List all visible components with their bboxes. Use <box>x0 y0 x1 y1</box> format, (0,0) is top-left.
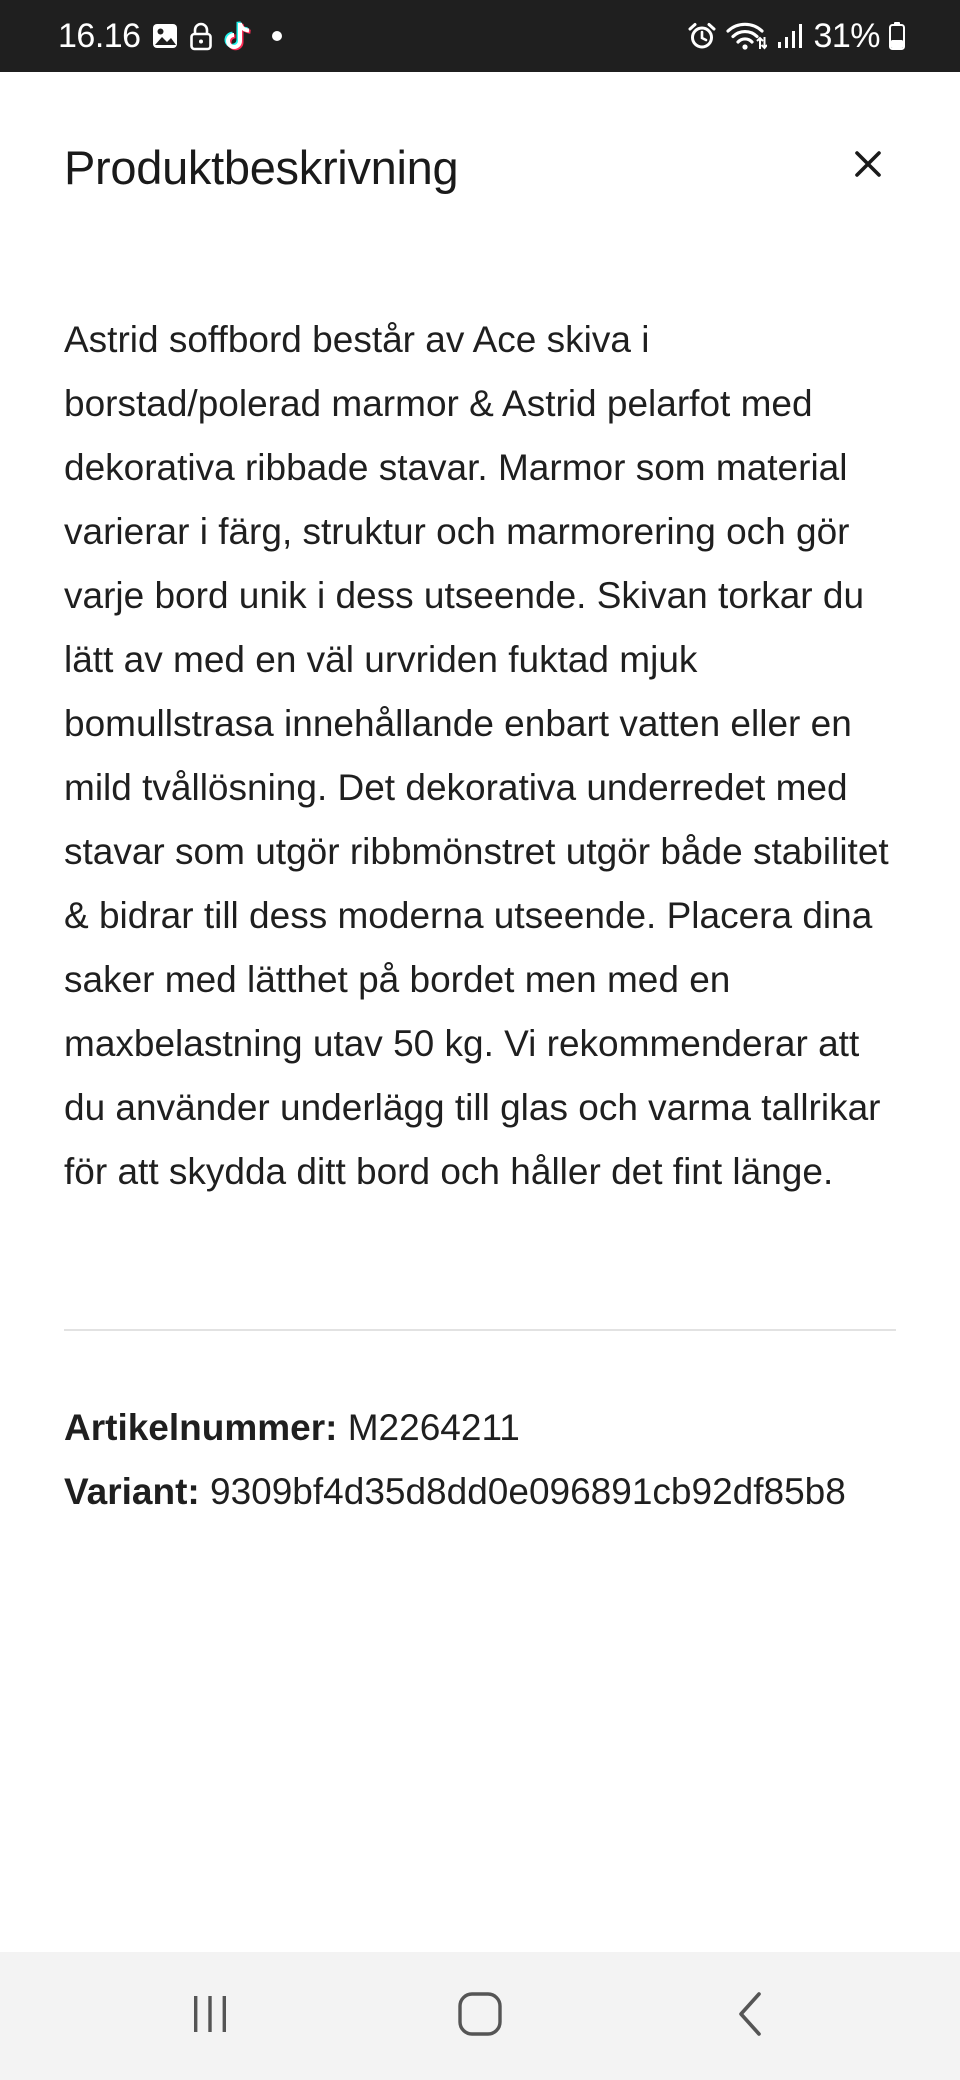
divider <box>64 1329 896 1331</box>
variant-row <box>64 1460 924 1524</box>
battery-icon <box>888 21 906 51</box>
home-button[interactable] <box>420 1952 540 2080</box>
tiktok-icon <box>223 20 253 52</box>
wifi-icon <box>725 20 767 52</box>
gallery-icon <box>151 22 179 50</box>
variant-label: Variant: <box>64 1471 200 1512</box>
home-icon <box>457 1991 503 2042</box>
page-title: Produktbeskrivning <box>64 141 459 194</box>
sheet-header <box>64 130 896 202</box>
close-icon <box>853 149 883 184</box>
status-time: 16.16 <box>58 16 141 55</box>
back-icon <box>735 1991 765 2042</box>
article-number-row <box>64 1396 924 1460</box>
dot-icon <box>263 24 287 48</box>
recent-apps-icon <box>188 1992 232 2041</box>
status-right <box>687 0 906 72</box>
signal-icon <box>775 21 805 51</box>
close-button[interactable] <box>840 138 896 194</box>
article-number-label: Artikelnummer: <box>64 1407 338 1448</box>
status-bar <box>0 0 960 72</box>
variant-value: 9309bf4d35d8dd0e096891cb92df85b8 <box>210 1471 846 1512</box>
battery-percent: 31% <box>813 16 880 55</box>
article-number-value: M2264211 <box>347 1407 520 1448</box>
recent-apps-button[interactable] <box>150 1952 270 2080</box>
product-meta <box>64 1396 924 1524</box>
product-description: Astrid soffbord består av Ace skiva i borstad/polerad marmor & Astrid pelarfot med dekorativa ribbade stavar. Marmor som material varierar i färg, struktur och marmorering och gör varje bord unik i dess utseende. Skivan torkar du lätt av med en väl urvriden fuktad mjuk bomullstrasa innehållande enbart vatten eller en mild tvållösning. Det dekorativa underredet med stavar som utgör ribbmönstret utgör både stabilitet & bidrar till dess moderna utseende. Placera dina saker med lätthet på bordet men med en maxbelastning utav 50 kg. Vi rekommenderar att du använder underlägg till glas och varma tallrikar för att skydda ditt bord och håller det fint länge. <box>64 319 889 1192</box>
status-left <box>58 0 287 72</box>
navigation-bar <box>0 1952 960 2080</box>
alarm-icon <box>687 21 717 51</box>
back-button[interactable] <box>690 1952 810 2080</box>
lock-icon <box>189 21 213 51</box>
